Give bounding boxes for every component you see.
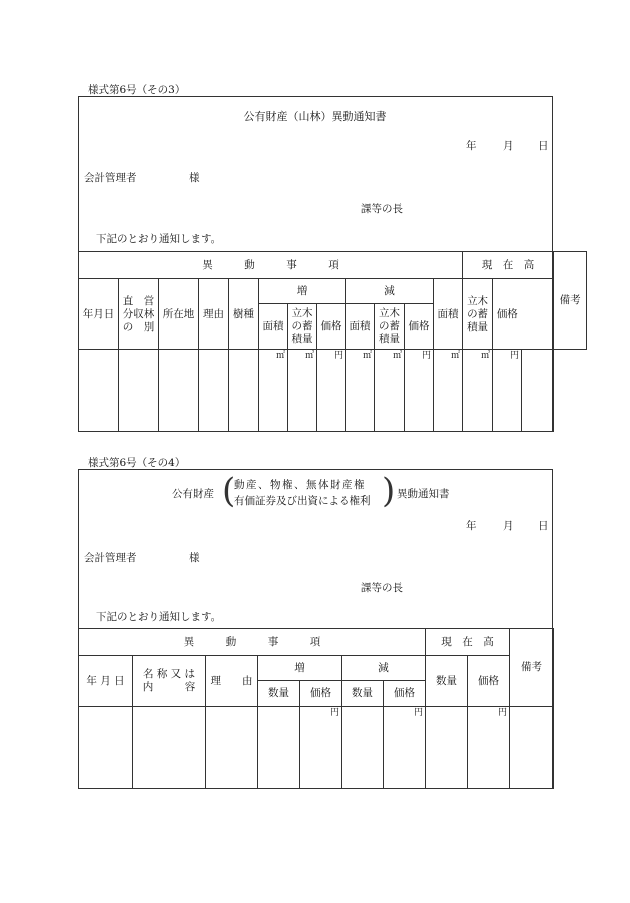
form4-col-name-2: 内 容 bbox=[142, 681, 196, 693]
form4-title-open-paren: ( bbox=[222, 471, 236, 511]
form3-date-year: 年 bbox=[466, 140, 477, 152]
form3-col-date: 年月日 bbox=[79, 279, 119, 350]
form4-date-day: 日 bbox=[538, 520, 549, 532]
form3-cell-dec-timber[interactable]: ㎥ bbox=[375, 350, 405, 432]
form3-notice: 下記のとおり通知します。 bbox=[96, 233, 222, 245]
form3-dec-timber-2: の蓄 bbox=[379, 320, 400, 332]
form4-dec-quantity: 数量 bbox=[342, 681, 384, 707]
form3-col-type-3: の 別 bbox=[122, 320, 155, 333]
form3-current-timber-1: 立木 bbox=[467, 294, 489, 307]
form3-current-timber-2: の蓄 bbox=[467, 307, 489, 320]
form4-increase: 増 bbox=[258, 656, 342, 681]
form3-inc-timber-3: 積量 bbox=[291, 333, 313, 345]
form3-col-reason: 理由 bbox=[199, 279, 229, 350]
form4-cell-dec-price[interactable]: 円 bbox=[384, 707, 426, 789]
form3-current-timber bbox=[463, 279, 493, 350]
form3-dec-timber-3: 積量 bbox=[379, 333, 400, 345]
form4-date-year: 年 bbox=[466, 520, 477, 532]
form3-col-location: 所在地 bbox=[159, 279, 199, 350]
form4-cell-reason[interactable] bbox=[206, 707, 258, 789]
form3-inc-area: 面積 bbox=[259, 304, 288, 350]
form3-dec-timber bbox=[375, 304, 405, 350]
form3-cell-type[interactable] bbox=[119, 350, 159, 432]
form3-sender: 課等の長 bbox=[361, 203, 403, 215]
form3-current-timber-3: 積量 bbox=[467, 320, 489, 333]
form4-head-current: 現 在 高 bbox=[426, 629, 510, 656]
form4-cell-date[interactable] bbox=[79, 707, 133, 789]
form3-remarks: 備考 bbox=[554, 252, 587, 350]
form4-cell-inc-quantity[interactable] bbox=[258, 707, 300, 789]
form4-remarks: 備考 bbox=[510, 629, 554, 707]
form3-cell-inc-timber[interactable]: ㎥ bbox=[288, 350, 317, 432]
form3-col-species: 樹種 bbox=[229, 279, 259, 350]
form3-cell-inc-area[interactable]: ㎡ bbox=[259, 350, 288, 432]
form4-sender: 課等の長 bbox=[361, 582, 403, 594]
form3-cell-location[interactable] bbox=[159, 350, 199, 432]
form4-col-reason: 理 由 bbox=[206, 656, 258, 707]
form3-inc-price: 価格 bbox=[317, 304, 346, 350]
form3-col-type bbox=[119, 279, 159, 350]
form3-date-day: 日 bbox=[538, 140, 549, 152]
form4-title bbox=[172, 471, 472, 511]
form4-date-month: 月 bbox=[503, 520, 514, 532]
form3-cell-dec-price[interactable]: 円 bbox=[405, 350, 434, 432]
form4-cell-inc-price[interactable]: 円 bbox=[300, 707, 342, 789]
form4-title-close-paren: ) bbox=[382, 471, 396, 511]
form4-addressee: 会計管理者 bbox=[84, 552, 137, 564]
form3-addressee: 会計管理者 bbox=[84, 172, 137, 184]
form4-label: 様式第6号（その4） bbox=[88, 457, 186, 469]
form3-increase: 増 bbox=[259, 279, 346, 304]
form4-title-suffix: 異動通知書 bbox=[397, 488, 450, 500]
form3-cell-dec-area[interactable]: ㎡ bbox=[346, 350, 375, 432]
form3-dec-area: 面積 bbox=[346, 304, 375, 350]
form3-honorific: 様 bbox=[189, 172, 200, 184]
form3-title: 公有財産（山林）異動通知書 bbox=[243, 110, 387, 123]
form4-cell-cur-price[interactable]: 円 bbox=[468, 707, 510, 789]
form3-date-month: 月 bbox=[503, 140, 514, 152]
form3-decrease: 減 bbox=[346, 279, 434, 304]
form4-inc-quantity: 数量 bbox=[258, 681, 300, 707]
form3-dec-price: 価格 bbox=[405, 304, 434, 350]
form4-notice: 下記のとおり通知します。 bbox=[96, 611, 222, 623]
form3-cell-species[interactable] bbox=[229, 350, 259, 432]
form3-current-price: 価格 bbox=[493, 279, 522, 350]
form4-cell-cur-quantity[interactable] bbox=[426, 707, 468, 789]
form3-inc-timber-1: 立木 bbox=[291, 307, 313, 319]
form3-cell-cur-area[interactable]: ㎡ bbox=[434, 350, 463, 432]
form4-dec-price: 価格 bbox=[384, 681, 426, 707]
form4-col-date: 年 月 日 bbox=[79, 656, 133, 707]
form3-col-type-1: 直 営 bbox=[122, 294, 155, 307]
form4-inc-price: 価格 bbox=[300, 681, 342, 707]
form3-cell-remarks[interactable] bbox=[522, 350, 554, 432]
form3-cell-cur-price[interactable]: 円 bbox=[493, 350, 522, 432]
form3-cell-date[interactable] bbox=[79, 350, 119, 432]
form4-col-name bbox=[133, 656, 206, 707]
form3-inc-timber bbox=[288, 304, 317, 350]
form3-inc-timber-2: の蓄 bbox=[291, 320, 313, 332]
form4-current-price: 価格 bbox=[468, 656, 510, 707]
form4-cell-dec-quantity[interactable] bbox=[342, 707, 384, 789]
form3-cell-reason[interactable] bbox=[199, 350, 229, 432]
form4-cell-name[interactable] bbox=[133, 707, 206, 789]
form4-cell-remarks[interactable] bbox=[510, 707, 554, 789]
form3-head-current: 現 在 高 bbox=[463, 252, 554, 279]
form3-label: 様式第6号（その3） bbox=[88, 84, 186, 96]
form4-title-line2: 有価証券及び出資による権利 bbox=[234, 495, 371, 507]
form3-current-area: 面積 bbox=[434, 279, 463, 350]
form4-head-change: 異 動 事 項 bbox=[79, 629, 426, 656]
form3-col-type-2: 分収林 bbox=[122, 307, 155, 320]
form4-title-prefix: 公有財産 bbox=[172, 488, 214, 500]
form3-table bbox=[78, 251, 587, 432]
form4-current-quantity: 数量 bbox=[426, 656, 468, 707]
form3-head-change: 異 動 事 項 bbox=[79, 252, 463, 279]
form4-table bbox=[78, 628, 554, 789]
form3-cell-inc-price[interactable]: 円 bbox=[317, 350, 346, 432]
form4-title-line1: 動産、物権、無体財産権 bbox=[234, 479, 366, 491]
form3-dec-timber-1: 立木 bbox=[379, 307, 400, 319]
form4-honorific: 様 bbox=[189, 552, 200, 564]
form3-cell-cur-timber[interactable]: ㎥ bbox=[463, 350, 493, 432]
form4-col-name-1: 名 称 又 は bbox=[142, 668, 195, 680]
form4-decrease: 減 bbox=[342, 656, 426, 681]
